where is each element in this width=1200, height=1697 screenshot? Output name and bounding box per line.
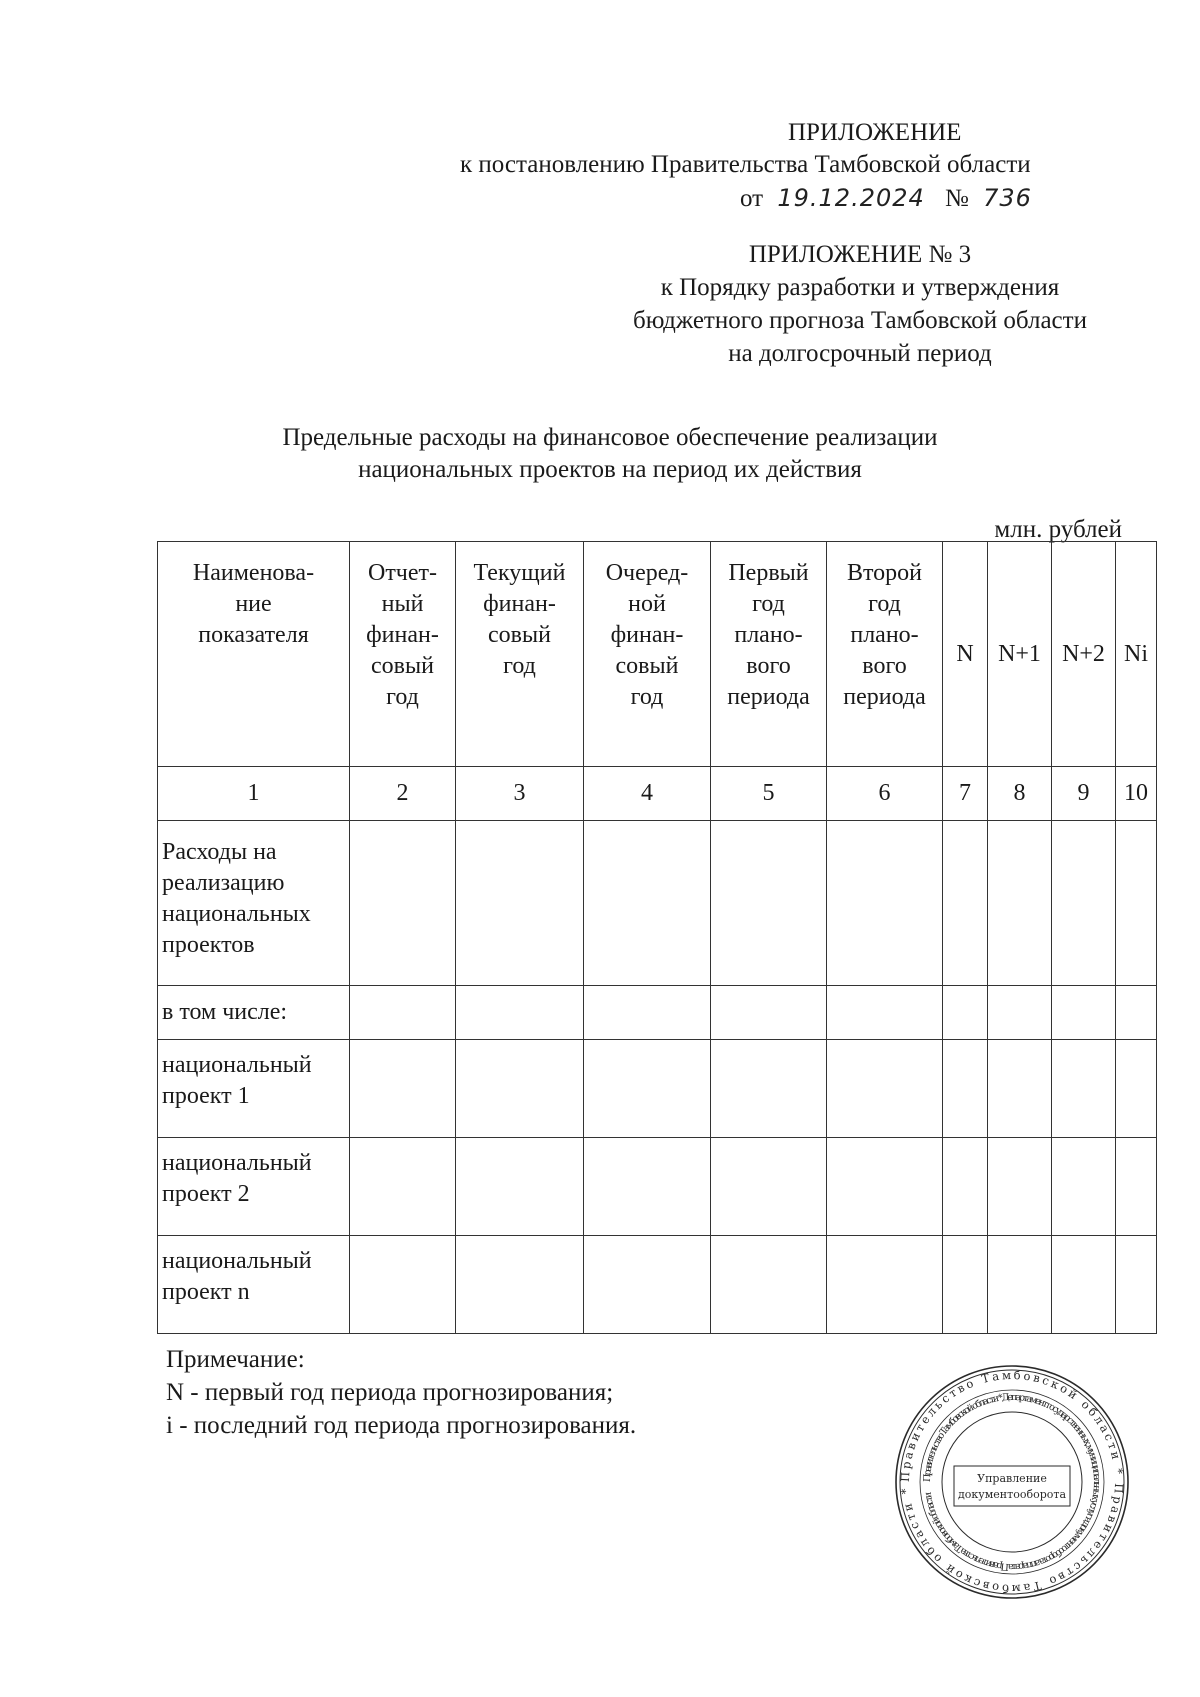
document-title [250, 422, 970, 486]
empty-cell [350, 1138, 456, 1236]
empty-cell [827, 1236, 943, 1334]
row-label: национальный проект n [158, 1236, 350, 1334]
stamp-center-line2: документооборота [957, 1488, 1067, 1501]
column-number: 9 [1052, 767, 1116, 821]
empty-cell [711, 1236, 827, 1334]
column-number-row [158, 767, 1157, 821]
empty-cell [584, 1236, 711, 1334]
empty-cell [943, 1040, 988, 1138]
resolution-date-line [740, 183, 1032, 214]
appendix3-block [590, 240, 1130, 369]
empty-cell [584, 986, 711, 1040]
column-number: 2 [350, 767, 456, 821]
column-number: 3 [456, 767, 584, 821]
empty-cell [350, 1040, 456, 1138]
header-cell: Отчет- ный финан- совый год [350, 542, 456, 767]
header-cell: N+2 [1052, 542, 1116, 767]
document-title-line2: национальных проектов на период их действия [358, 456, 862, 483]
empty-cell [456, 1138, 584, 1236]
table-row [158, 1040, 1157, 1138]
stamp-outer-text: Правительство Тамбовской области * Правительство Тамбовской области * [897, 1367, 1127, 1597]
header-cell: N [943, 542, 988, 767]
empty-cell [988, 1236, 1052, 1334]
units-label: млн. рублей [994, 516, 1122, 543]
note-line2: i - последний год периода прогнозирования. [166, 1412, 637, 1439]
column-number: 7 [943, 767, 988, 821]
handwritten-number: 736 [983, 184, 1032, 212]
appendix3-line1: к Порядку разработки и утверждения [660, 274, 1060, 301]
empty-cell [456, 986, 584, 1040]
empty-cell [711, 821, 827, 986]
header-cell: Очеред- ной финан- совый год [584, 542, 711, 767]
from-label: от [740, 185, 764, 212]
official-stamp [892, 1362, 1132, 1602]
empty-cell [456, 821, 584, 986]
stamp-inner-text: Правительство Тамбовской области * Департамент государственных, муниципальных услуг и документооборота аппарата Правительства Тамбовской области [921, 1391, 1103, 1573]
table-row [158, 1138, 1157, 1236]
table-row [158, 821, 1157, 986]
empty-cell [1116, 1138, 1157, 1236]
header-cell: Наименова- ние показателя [158, 542, 350, 767]
empty-cell [1052, 1236, 1116, 1334]
empty-cell [711, 986, 827, 1040]
empty-cell [1116, 1236, 1157, 1334]
empty-cell [943, 986, 988, 1040]
appendix3-line2: бюджетного прогноза Тамбовской области [633, 307, 1087, 334]
empty-cell [350, 821, 456, 986]
number-label: № [945, 185, 969, 212]
empty-cell [827, 821, 943, 986]
note-line1: N - первый год периода прогнозирования; [166, 1379, 614, 1406]
empty-cell [988, 1040, 1052, 1138]
empty-cell [350, 1236, 456, 1334]
column-number: 4 [584, 767, 711, 821]
empty-cell [827, 1040, 943, 1138]
resolution-reference: к постановлению Правительства Тамбовской области [460, 151, 1031, 178]
empty-cell [1116, 821, 1157, 986]
empty-cell [350, 986, 456, 1040]
empty-cell [827, 986, 943, 1040]
note-title: Примечание: [166, 1346, 305, 1373]
column-number: 1 [158, 767, 350, 821]
empty-cell [456, 1236, 584, 1334]
handwritten-date: 19.12.2024 [777, 184, 925, 212]
row-label: в том числе: [158, 986, 350, 1040]
empty-cell [584, 1138, 711, 1236]
row-label: Расходы на реализацию национальных проектов [158, 821, 350, 986]
empty-cell [943, 1236, 988, 1334]
empty-cell [1052, 821, 1116, 986]
empty-cell [1052, 1040, 1116, 1138]
empty-cell [988, 1138, 1052, 1236]
header-cell: Ni [1116, 542, 1157, 767]
header-cell: Первый год плано- вого периода [711, 542, 827, 767]
empty-cell [943, 1138, 988, 1236]
appendix3-title: ПРИЛОЖЕНИЕ № 3 [748, 241, 972, 268]
document-title-line1: Предельные расходы на финансовое обеспечение реализации [282, 424, 938, 451]
empty-cell [1116, 1040, 1157, 1138]
empty-cell [711, 1040, 827, 1138]
empty-cell [1116, 986, 1157, 1040]
header-cell: Второй год плано- вого периода [827, 542, 943, 767]
table-row [158, 1236, 1157, 1334]
row-label: национальный проект 1 [158, 1040, 350, 1138]
header-cell: Текущий финан- совый год [456, 542, 584, 767]
expenses-table [157, 541, 1157, 1334]
note-block [166, 1343, 636, 1442]
column-number: 6 [827, 767, 943, 821]
empty-cell [988, 986, 1052, 1040]
header-cell: N+1 [988, 542, 1052, 767]
column-number: 8 [988, 767, 1052, 821]
table-row [158, 986, 1157, 1040]
row-label: национальный проект 2 [158, 1138, 350, 1236]
empty-cell [988, 821, 1052, 986]
empty-cell [1052, 986, 1116, 1040]
empty-cell [827, 1138, 943, 1236]
column-number: 5 [711, 767, 827, 821]
appendix3-line3: на долгосрочный период [728, 340, 992, 367]
header-row [158, 542, 1157, 767]
empty-cell [456, 1040, 584, 1138]
stamp-center-line1: Управление [977, 1472, 1047, 1485]
empty-cell [943, 821, 988, 986]
empty-cell [711, 1138, 827, 1236]
empty-cell [584, 821, 711, 986]
empty-cell [1052, 1138, 1116, 1236]
column-number: 10 [1116, 767, 1157, 821]
appendix-title: ПРИЛОЖЕНИЕ [788, 119, 962, 146]
empty-cell [584, 1040, 711, 1138]
